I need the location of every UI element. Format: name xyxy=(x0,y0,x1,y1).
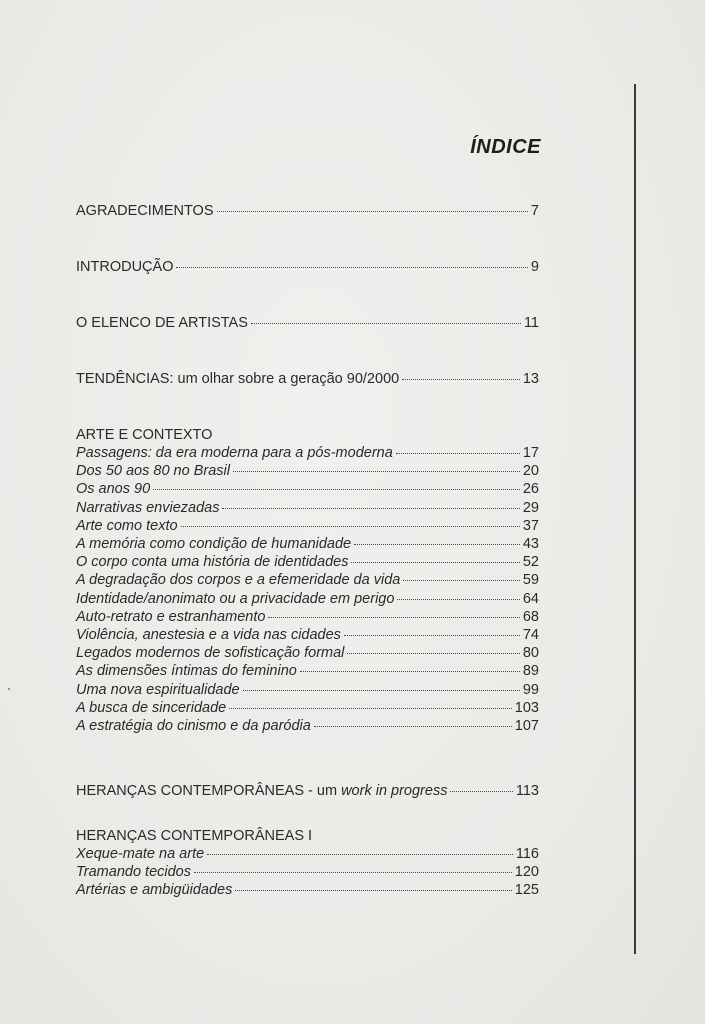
toc-subentry-page: 125 xyxy=(514,882,539,899)
toc-subentry-label: Uma nova espiritualidade xyxy=(76,681,240,698)
toc-subentry[interactable] xyxy=(76,863,539,881)
dot-leader xyxy=(217,211,528,212)
dot-leader xyxy=(314,726,512,727)
dot-leader xyxy=(181,526,520,527)
section-heading-herancas-i: HERANÇAS CONTEMPORÂNEAS I xyxy=(76,828,313,844)
toc-subentry-label: A busca de sinceridade xyxy=(76,699,227,716)
toc-subentry-label: Os anos 90 xyxy=(76,481,151,498)
toc-subentry[interactable] xyxy=(76,699,539,717)
toc-subentry[interactable] xyxy=(76,681,539,699)
toc-subentry[interactable] xyxy=(76,845,539,863)
toc-subentry-page: 64 xyxy=(522,590,539,607)
dot-leader xyxy=(450,791,512,792)
toc-entry-label: TENDÊNCIAS: um olhar sobre a geração 90/2000 xyxy=(76,371,400,387)
paper-speck xyxy=(8,688,10,690)
toc-subentry-page: 29 xyxy=(522,499,539,516)
toc-subentry-page: 26 xyxy=(522,481,539,498)
toc-subentry-page: 20 xyxy=(522,463,539,480)
toc-subentry[interactable] xyxy=(76,517,539,535)
toc-subentry[interactable] xyxy=(76,499,539,517)
toc-subentry-page: 74 xyxy=(522,627,539,643)
dot-leader xyxy=(243,690,520,691)
toc-entry-agradecimentos[interactable] xyxy=(76,202,539,220)
toc-subentry[interactable] xyxy=(76,590,539,608)
toc-subentry-page: 68 xyxy=(522,608,539,625)
toc-entry-elenco[interactable] xyxy=(76,314,539,332)
dot-leader xyxy=(235,890,511,891)
toc-subentry-page: 99 xyxy=(522,681,539,698)
toc-subentry-page: 37 xyxy=(522,517,539,534)
toc-subentry-label: Violência, anestesia e a vida nas cidades xyxy=(76,627,341,643)
toc-subentry-label: Narrativas enviezadas xyxy=(76,499,220,516)
toc-subentry-label: Auto-retrato e estranhamento xyxy=(76,608,266,625)
dot-leader xyxy=(153,489,520,490)
toc-entry-page: 7 xyxy=(530,203,539,219)
toc-subentry-page: 116 xyxy=(515,846,539,862)
toc-subentry[interactable] xyxy=(76,571,539,589)
toc-entry-label xyxy=(76,782,447,800)
toc-subentry-label: Xeque-mate na arte xyxy=(76,846,205,862)
dot-leader xyxy=(229,708,512,709)
toc-subentry[interactable] xyxy=(76,608,539,626)
dot-leader xyxy=(176,267,527,268)
section-heading-arte-contexto: ARTE E CONTEXTO xyxy=(76,427,213,443)
toc-subentry-label: Identidade/anonimato ou a privacidade em perigo xyxy=(76,590,395,607)
toc-subentry-label: A memória como condição de humanidade xyxy=(76,536,352,552)
dot-leader xyxy=(251,323,521,324)
toc-subentry[interactable] xyxy=(76,644,539,662)
dot-leader xyxy=(354,544,520,545)
toc-entry-herancas[interactable] xyxy=(76,782,539,800)
toc-subentry-label: Passagens: da era moderna para a pós-moderna xyxy=(76,445,393,461)
toc-subentry[interactable] xyxy=(76,626,539,644)
toc-entry-page: 13 xyxy=(522,371,539,387)
toc-entry-page: 113 xyxy=(515,783,539,799)
toc-subentry-page: 107 xyxy=(514,718,539,734)
toc-subentry-page: 89 xyxy=(522,663,539,680)
toc-subentry-page: 52 xyxy=(522,554,539,571)
toc-entry-label-italic: work in progress xyxy=(341,783,448,799)
toc-entry-label: O ELENCO DE ARTISTAS xyxy=(76,315,248,331)
dot-leader xyxy=(268,617,519,618)
dot-leader xyxy=(194,872,512,873)
toc-subentry[interactable] xyxy=(76,480,539,498)
toc-entry-tendencias[interactable] xyxy=(76,370,539,388)
toc-subentry[interactable] xyxy=(76,535,539,553)
toc-subentry[interactable] xyxy=(76,717,539,735)
toc-subentry-page: 103 xyxy=(514,699,539,716)
toc-subentry-label: Dos 50 aos 80 no Brasil xyxy=(76,463,230,480)
toc-entry-label: AGRADECIMENTOS xyxy=(76,203,214,219)
dot-leader xyxy=(403,580,520,581)
dot-leader xyxy=(402,379,520,380)
toc-subentry[interactable] xyxy=(76,881,539,899)
toc-subentry-page: 43 xyxy=(522,536,539,552)
toc-subentry[interactable] xyxy=(76,444,539,462)
dot-leader xyxy=(344,635,520,636)
toc-subentry-page: 120 xyxy=(514,864,539,881)
toc-subentry-page: 17 xyxy=(522,445,539,461)
dot-leader xyxy=(222,508,519,509)
dot-leader xyxy=(347,653,519,654)
toc-subentry-page: 80 xyxy=(522,645,539,662)
vertical-rule xyxy=(634,84,636,954)
toc-subentry-page: 59 xyxy=(522,572,539,589)
toc-entry-label-plain: HERANÇAS CONTEMPORÂNEAS - um xyxy=(76,783,342,799)
dot-leader xyxy=(396,453,520,454)
toc-entry-label: INTRODUÇÃO xyxy=(76,259,174,275)
toc-subentry-label: Tramando tecidos xyxy=(76,864,191,881)
toc-entry-page: 9 xyxy=(530,259,539,275)
toc-entry-page: 11 xyxy=(523,315,539,331)
toc-subentry-label: As dimensões íntimas do feminino xyxy=(76,663,297,680)
toc-subentry-label: Artérias e ambigüidades xyxy=(76,882,233,899)
toc-subentry[interactable] xyxy=(76,553,539,571)
toc-subentry-label: O corpo conta uma história de identidades xyxy=(76,554,349,571)
toc-subentry-label: A degradação dos corpos e a efemeridade da vida xyxy=(76,572,401,589)
dot-leader xyxy=(300,671,520,672)
toc-subentry[interactable] xyxy=(76,462,539,480)
toc-subentry-label: A estratégia do cinismo e da paródia xyxy=(76,718,311,734)
page-title: ÍNDICE xyxy=(470,136,541,158)
dot-leader xyxy=(233,471,520,472)
toc-subentry-label: Arte como texto xyxy=(76,517,178,534)
toc-subentry-label: Legados modernos de sofisticação formal xyxy=(76,645,345,662)
dot-leader xyxy=(207,854,513,855)
toc-entry-introducao[interactable] xyxy=(76,258,539,276)
dot-leader xyxy=(397,599,519,600)
dot-leader xyxy=(351,562,519,563)
toc-subentry[interactable] xyxy=(76,662,539,680)
